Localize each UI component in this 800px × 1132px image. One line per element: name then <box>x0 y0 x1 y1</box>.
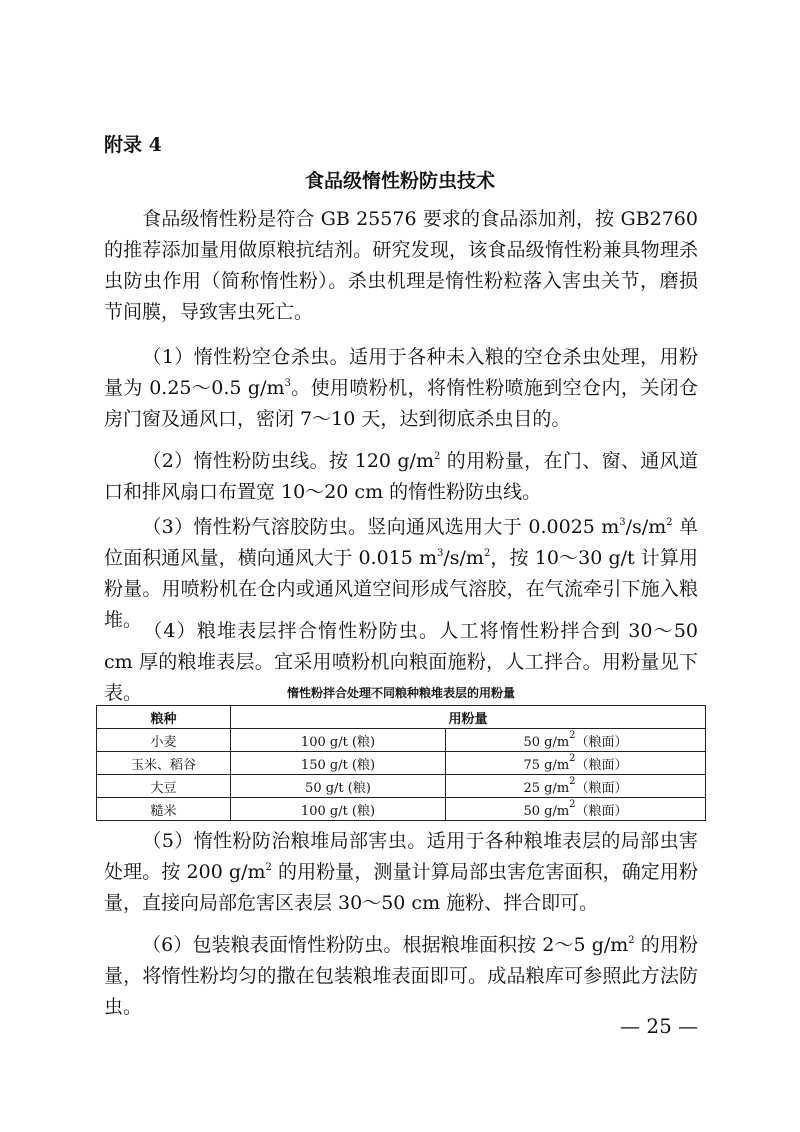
mass-dose-cell: 150 g/t (粮) <box>231 752 446 775</box>
appendix-label: 附录 4 <box>104 134 162 156</box>
area-suffix: （粮面） <box>575 734 628 750</box>
item-1-sup: 3 <box>284 378 291 389</box>
area-unit: g/m <box>544 734 570 750</box>
item-3-text-b: /s/m <box>625 516 667 538</box>
item-5-paragraph <box>104 826 698 919</box>
table-row <box>97 752 706 775</box>
area-value: 50 <box>523 803 540 819</box>
item-6-sup: 2 <box>628 935 635 946</box>
area-sup: 2 <box>569 729 576 741</box>
area-sup: 2 <box>569 752 576 764</box>
item-4-text: （4）粮堆表层拌合惰性粉防虫。人工将惰性粉拌合到 30～50 cm 厚的粮堆表层。宜采用喷粉机向粮面施粉，人工拌合。用粉量见下表。 <box>104 620 698 704</box>
item-3-sup-1: 3 <box>619 517 626 528</box>
table-row <box>97 729 706 752</box>
header-grain: 粮种 <box>97 706 231 729</box>
item-2-text-a: （2）惰性粉防虫线。按 120 g/m <box>142 450 434 472</box>
area-dose-cell <box>446 775 706 798</box>
item-3-text-c: 单位面积通风量，横向通风大于 0.015 m <box>104 516 698 569</box>
area-sup: 2 <box>569 775 576 787</box>
area-value: 25 <box>523 780 540 796</box>
item-1-text-b: 。使用喷粉机，将惰性粉喷施到空仓内，关闭仓房门窗及通风口，密闭 7～10 天，达到彻底杀虫目的。 <box>104 377 698 430</box>
item-3-sup-2: 2 <box>666 517 673 528</box>
table-caption: 惰性粉拌合处理不同粮种粮堆表层的用粉量 <box>286 686 515 700</box>
item-3-sup-3: 3 <box>437 548 444 559</box>
intro-text: 食品级惰性粉是符合 GB 25576 要求的食品添加剂，按 GB2760 的推荐添加量用做原粮抗结剂。研究发现，该食品级惰性粉兼具物理杀虫防虫作用（简称惰性粉）。杀虫机理是惰性粉粒落入害虫关节，磨损节间膜，导致害虫死亡。 <box>104 208 698 323</box>
item-5-text-b: 的用粉量，测量计算局部虫害危害面积，确定用粉量，直接向局部危害区表层 30～50 cm 施粉、拌合即可。 <box>104 861 698 914</box>
area-suffix: （粮面） <box>575 757 628 773</box>
area-dose-cell <box>446 798 706 821</box>
header-dose: 用粉量 <box>231 706 706 729</box>
item-2-paragraph <box>104 446 698 508</box>
item-6-text-b: 的用粉量，将惰性粉均匀的撒在包装粮堆表面即可。成品粮库可参照此方法防虫。 <box>104 934 698 1018</box>
item-1-text-a: （1）惰性粉空仓杀虫。适用于各种未入粮的空仓杀虫处理，用粉量为 0.25～0.5 g/m <box>104 346 698 399</box>
page-title: 食品级惰性粉防虫技术 <box>304 170 495 192</box>
grain-cell: 小麦 <box>97 729 231 752</box>
area-unit: g/m <box>544 780 570 796</box>
area-sup: 2 <box>569 798 576 810</box>
item-6-paragraph <box>104 930 698 1023</box>
dose-table <box>96 705 706 821</box>
area-unit: g/m <box>544 757 570 773</box>
mass-dose-cell: 100 g/t (粮) <box>231 729 446 752</box>
item-5-sup: 2 <box>265 862 272 873</box>
item-6-text-a: （6）包装粮表面惰性粉防虫。根据粮堆面积按 2～5 g/m <box>142 934 629 956</box>
item-1-paragraph <box>104 342 698 435</box>
area-dose-cell <box>446 752 706 775</box>
area-unit: g/m <box>544 803 570 819</box>
item-3-text-e: ，按 10～30 g/t 计算用粉量。用喷粉机在仓内或通风道空间形成气溶胶，在气流牵引下施入粮堆。 <box>104 547 699 631</box>
grain-cell: 玉米、稻谷 <box>97 752 231 775</box>
item-3-sup-4: 2 <box>483 548 491 559</box>
grain-cell: 大豆 <box>97 775 231 798</box>
item-3-text-d: /s/m <box>443 547 484 569</box>
mass-dose-cell: 50 g/t (粮) <box>231 775 446 798</box>
area-suffix: （粮面） <box>575 780 628 796</box>
table-header-row <box>97 706 706 729</box>
area-value: 75 <box>523 757 540 773</box>
item-2-sup: 2 <box>433 451 441 462</box>
table-row <box>97 798 706 821</box>
grain-cell: 糙米 <box>97 798 231 821</box>
area-dose-cell <box>446 729 706 752</box>
intro-paragraph <box>104 204 698 328</box>
page-number: — 25 — <box>620 1014 699 1038</box>
area-value: 50 <box>523 734 540 750</box>
table-row <box>97 775 706 798</box>
area-suffix: （粮面） <box>575 803 628 819</box>
item-2-text-b: 的用粉量，在门、窗、通风道口和排风扇口布置宽 10～20 cm 的惰性粉防虫线。 <box>104 450 699 503</box>
mass-dose-cell: 100 g/t (粮) <box>231 798 446 821</box>
item-5-text-a: （5）惰性粉防治粮堆局部害虫。适用于各种粮堆表层的局部虫害处理。按 200 g/m <box>104 830 698 883</box>
item-3-text-a: （3）惰性粉气溶胶防虫。竖向通风选用大于 0.0025 m <box>142 516 620 538</box>
